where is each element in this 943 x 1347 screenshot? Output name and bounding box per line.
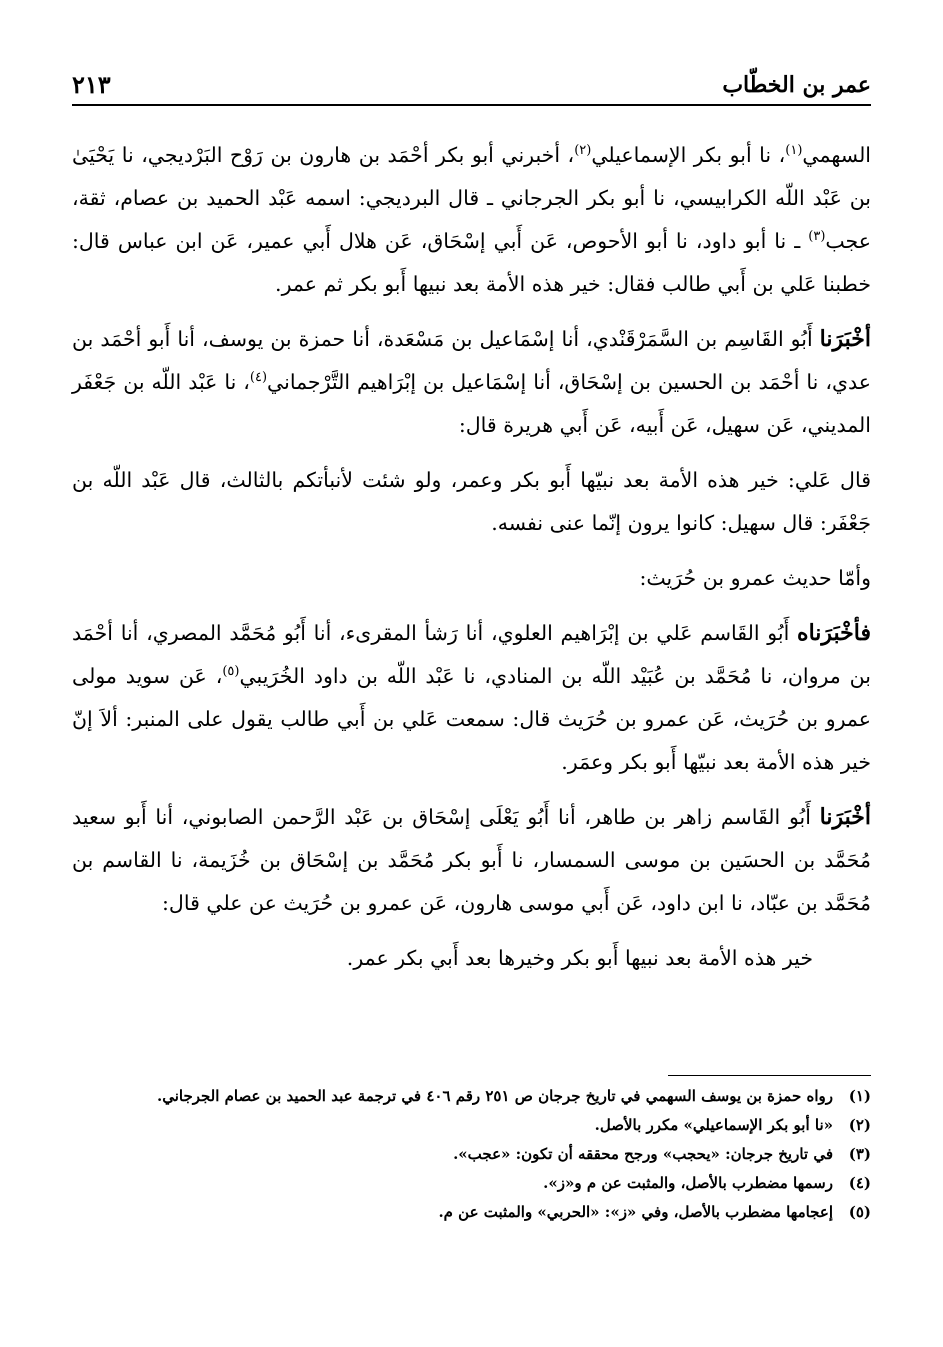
paragraph-7 [72,937,871,980]
footnote-text: «نا أبو بكر الإسماعيلي» مكرر بالأصل. [594,1116,833,1134]
main-text [72,134,871,980]
footnote-text: في تاريخ جرجان: «يحجب» ورجح محققه أن تكون: «عجب». [453,1145,833,1163]
footnote-ref-2: (٢) [574,143,592,159]
footnote-ref-3: (٣) [808,229,826,245]
paragraph-1 [72,134,871,306]
paragraph-6 [72,796,871,925]
footnote-ref-4: (٤) [249,370,268,386]
footnote-1 [72,1082,871,1111]
footnote-text: رواه حمزة بن يوسف السهمي في تاريخ جرجان ص ٢٥١ رقم ٤٠٦ في ترجمة عبد الحميد بن عصام الجرجاني. [156,1087,833,1105]
footnote-text: إعجامها مضطرب بالأصل، وفي «ز»: «الحربي» والمثبت عن م. [438,1203,833,1221]
paragraph-2 [72,318,871,447]
footnote-2 [72,1111,871,1140]
footnote-separator [668,1075,871,1076]
running-header [72,66,871,106]
footnote-4 [72,1169,871,1198]
page-number: ٢١٣ [72,70,111,99]
paragraph-text: وأمّا حديث عمرو بن حُرَيث: [639,566,871,590]
paragraph-text: ، أخبرني أبو بكر أحْمَد بن هارون بن رَوْح البَرْديجي، نا يَحْيَىٰ بن عَبْد اللّه الكرابيسي، نا أبو بكر الجرجاني ـ قال البرديجي: اسمه عَبْد الحميد بن عصام، ثقة، عجب [72,143,871,253]
paragraph-text: السهمي [802,143,872,167]
paragraph-lead-word: أخْبَرَنا [819,326,871,352]
paragraph-text: ، عَن سويد مولى عمرو بن حُرَيث، عَن عمرو بن حُرَيث قال: سمعت عَلي بن أَبي طالب يقول على المنبر: ألاَ إنّ خير هذه الأمة بعد نبيّها أَبو بكر وعمَر. [72,664,871,774]
footnote-ref-1: (١) [785,143,803,159]
footnote-number: (٤) [848,1174,871,1192]
footnote-text: رسمها مضطرب بالأصل، والمثبت عن م و«ز». [543,1174,833,1192]
footnote-5 [72,1198,871,1227]
paragraph-text: قال عَلي: خير هذه الأمة بعد نبيّها أَبو بكر وعمر، ولو شئت لأنبأتكم بالثالث، قال عَبْد اللّه بن جَعْفَر: قال سهيل: كانوا يرون إنّما عنى نفسه. [72,468,871,535]
paragraph-text: ، نا عَبْد اللّه بن جَعْفَر المديني، عَن سهيل، عَن أَبيه، عَن أَبي هريرة قال: [72,370,871,437]
paragraph-lead-word: أخْبَرَنا [819,804,871,830]
footnote-number: (١) [848,1087,871,1105]
footnote-ref-5: (٥) [222,664,240,680]
footnote-number: (٣) [848,1145,871,1163]
paragraph-text: خير هذه الأمة بعد نبيها أَبو بكر وخيرها بعد أَبي بكر عمر. [346,946,813,970]
running-title: عمر بن الخطّاب [722,72,871,98]
paragraph-text: ـ نا أبو داود، نا أبو الأحوص، عَن أَبي إسْحَاق، عَن هلال أَبي عمير، عَن ابن عباس قال: خطبنا عَلي بن أَبي طالب فقال: خير هذه الأمة بعد نبيها أَبو بكر ثم عمر. [72,229,871,296]
footnote-number: (٥) [848,1203,871,1221]
paragraph-text: أَبُو القَاسِم بن السَّمَرْقَنْدي، أنا إسْمَاعيل بن مَسْعَدة، أنا حمزة بن يوسف، أنا أَبو أحْمَد بن عدي، نا أحْمَد بن الحسين بن إسْحَاق، أنا إسْمَاعيل بن إبْرَاهيم التَّرْجماني [72,327,871,394]
paragraph-text: أَبُو القَاسم عَلي بن إبْرَاهيم العلوي، أنا رَشأ المقرىء، أنا أَبُو مُحَمَّد المصري، أنا أحْمَد بن مروان، نا مُحَمَّد بن عُبَيْد اللّه بن المنادي، نا عَبْد اللّه بن داود الخُرَيبي [72,621,871,688]
paragraph-5 [72,612,871,784]
paragraph-3 [72,459,871,545]
footnote-3 [72,1140,871,1169]
paragraph-lead-word: فأخْبَرَناه [797,620,871,646]
footnotes [72,1082,871,1227]
paragraph-text: أَبُو القَاسم زاهر بن طاهر، أنا أَبُو يَعْلَى إسْحَاق بن عَبْد الرَّحمن الصابوني، أنا أَبو سعيد مُحَمَّد بن الحسَين بن موسى السمسار، نا أَبو بكر مُحَمَّد بن إسْحَاق بن خُزَيمة، نا القاسم بن مُحَمَّد بن عبّاد، نا ابن داود، عَن أَبي موسى هارون، عَن عمرو بن حُرَيث عن علي قال: [72,805,871,915]
footnote-number: (٢) [848,1116,871,1134]
paragraph-4 [72,557,871,600]
paragraph-text: ، نا أبو بكر الإسماعيلي [591,143,786,167]
